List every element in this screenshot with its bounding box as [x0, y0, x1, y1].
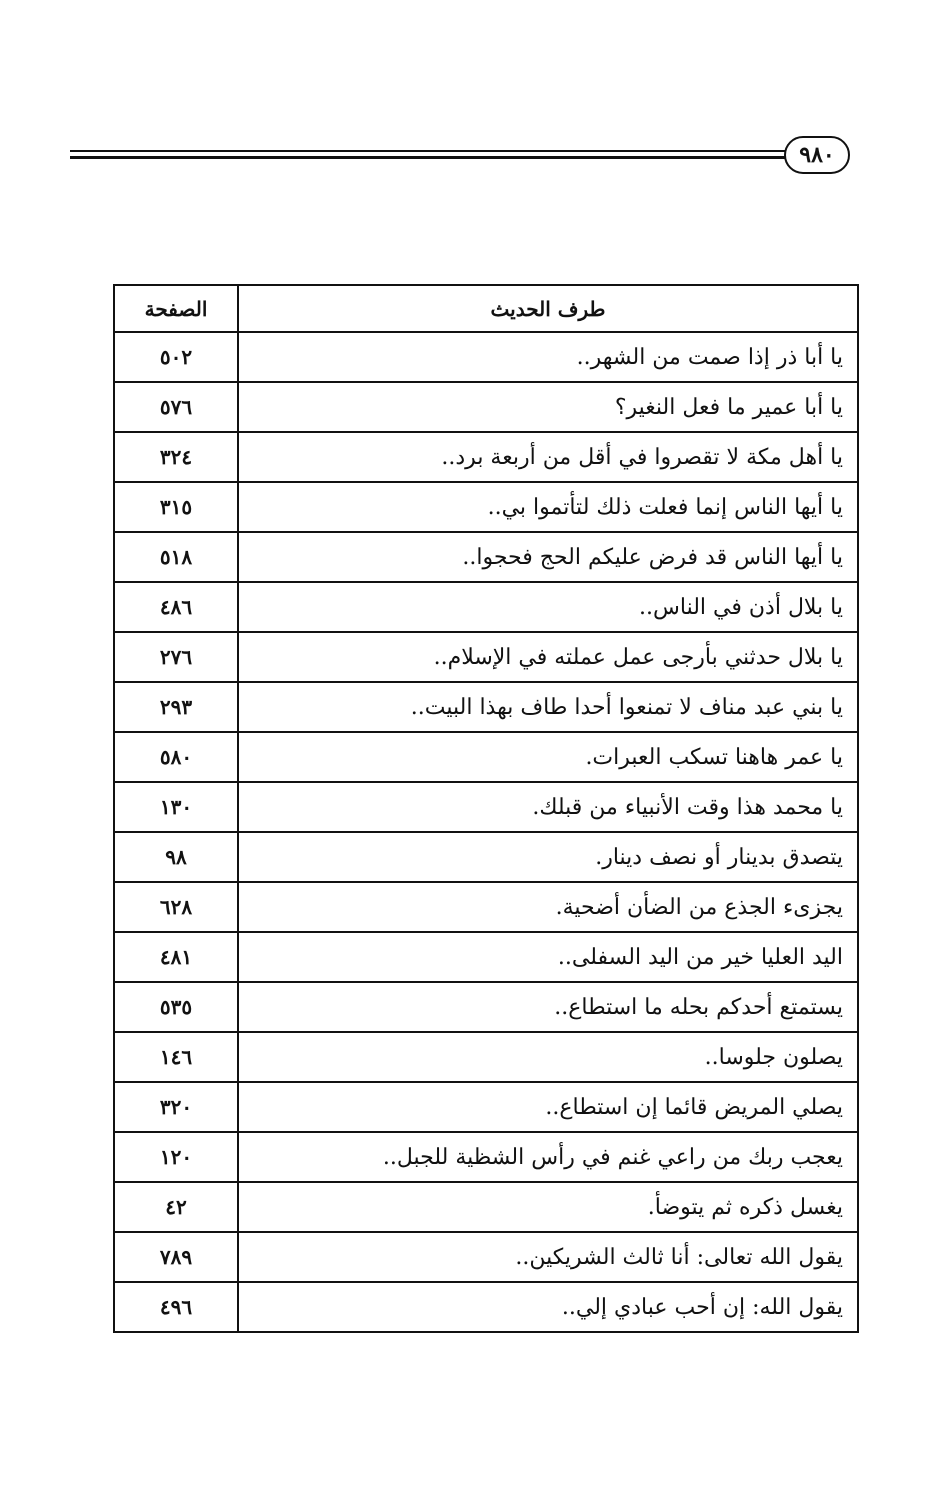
- page-reference: ٥٨٠: [114, 732, 238, 782]
- hadith-index-table: [113, 284, 859, 1333]
- hadith-text: يا أيها الناس قد فرض عليكم الحج فحجوا..: [238, 532, 858, 582]
- hadith-text: يعجب ربك من راعي غنم في رأس الشظية للجبل..: [238, 1132, 858, 1182]
- page-reference: ٣٢٠: [114, 1082, 238, 1132]
- table-row: [114, 882, 858, 932]
- page-reference: ٢٧٦: [114, 632, 238, 682]
- page-reference: ٤٨١: [114, 932, 238, 982]
- page-reference: ٩٨: [114, 832, 238, 882]
- page-header: [70, 136, 850, 176]
- page-reference: ٤٢: [114, 1182, 238, 1232]
- table-row: [114, 1182, 858, 1232]
- hadith-text: يا أبا عمير ما فعل النغير؟: [238, 382, 858, 432]
- page-reference: ٦٢٨: [114, 882, 238, 932]
- page-reference: ٥١٨: [114, 532, 238, 582]
- table-row: [114, 1232, 858, 1282]
- table-row: [114, 682, 858, 732]
- header-rule: [70, 150, 790, 152]
- page-reference: ٢٩٣: [114, 682, 238, 732]
- page-reference: ٧٨٩: [114, 1232, 238, 1282]
- hadith-text: يجزىء الجذع من الضأن أضحية.: [238, 882, 858, 932]
- table-row: [114, 1282, 858, 1332]
- table-row: [114, 482, 858, 532]
- hadith-text: يا بني عبد مناف لا تمنعوا أحدا طاف بهذا البيت..: [238, 682, 858, 732]
- table-row: [114, 782, 858, 832]
- hadith-text: يا أيها الناس إنما فعلت ذلك لتأتموا بي..: [238, 482, 858, 532]
- hadith-text: اليد العليا خير من اليد السفلى..: [238, 932, 858, 982]
- page-reference: ١٢٠: [114, 1132, 238, 1182]
- table-row: [114, 332, 858, 382]
- table-row: [114, 382, 858, 432]
- page-reference: ٥٣٥: [114, 982, 238, 1032]
- hadith-text: يصلي المريض قائما إن استطاع..: [238, 1082, 858, 1132]
- table-header-row: [114, 285, 858, 332]
- column-header-page: الصفحة: [114, 285, 238, 332]
- hadith-text: يا بلال أذن في الناس..: [238, 582, 858, 632]
- hadith-text: يا أبا ذر إذا صمت من الشهر..: [238, 332, 858, 382]
- table-row: [114, 832, 858, 882]
- page-number: ٩٨٠: [784, 136, 850, 174]
- page-reference: ١٣٠: [114, 782, 238, 832]
- table-row: [114, 532, 858, 582]
- hadith-text: يقول الله تعالى: أنا ثالث الشريكين..: [238, 1232, 858, 1282]
- page-reference: ١٤٦: [114, 1032, 238, 1082]
- page-reference: ٤٨٦: [114, 582, 238, 632]
- table-row: [114, 1132, 858, 1182]
- hadith-text: يا عمر هاهنا تسكب العبرات.: [238, 732, 858, 782]
- table-row: [114, 432, 858, 482]
- hadith-text: يا بلال حدثني بأرجى عمل عملته في الإسلام..: [238, 632, 858, 682]
- column-header-hadith: طرف الحديث: [238, 285, 858, 332]
- hadith-text: يتصدق بدينار أو نصف دينار.: [238, 832, 858, 882]
- table-row: [114, 1082, 858, 1132]
- page-reference: ٥٧٦: [114, 382, 238, 432]
- hadith-text: يا محمد هذا وقت الأنبياء من قبلك.: [238, 782, 858, 832]
- table-row: [114, 582, 858, 632]
- table-row: [114, 632, 858, 682]
- table-row: [114, 982, 858, 1032]
- table-row: [114, 732, 858, 782]
- hadith-text: يغسل ذكره ثم يتوضأ.: [238, 1182, 858, 1232]
- page-reference: ٥٠٢: [114, 332, 238, 382]
- table-row: [114, 1032, 858, 1082]
- hadith-text: يستمتع أحدكم بحله ما استطاع..: [238, 982, 858, 1032]
- page-reference: ٤٩٦: [114, 1282, 238, 1332]
- hadith-text: يقول الله: إن أحب عبادي إلي..: [238, 1282, 858, 1332]
- header-rule: [70, 156, 790, 159]
- table-row: [114, 932, 858, 982]
- page-reference: ٣١٥: [114, 482, 238, 532]
- page-reference: ٣٢٤: [114, 432, 238, 482]
- hadith-text: يصلون جلوسا..: [238, 1032, 858, 1082]
- hadith-text: يا أهل مكة لا تقصروا في أقل من أربعة برد..: [238, 432, 858, 482]
